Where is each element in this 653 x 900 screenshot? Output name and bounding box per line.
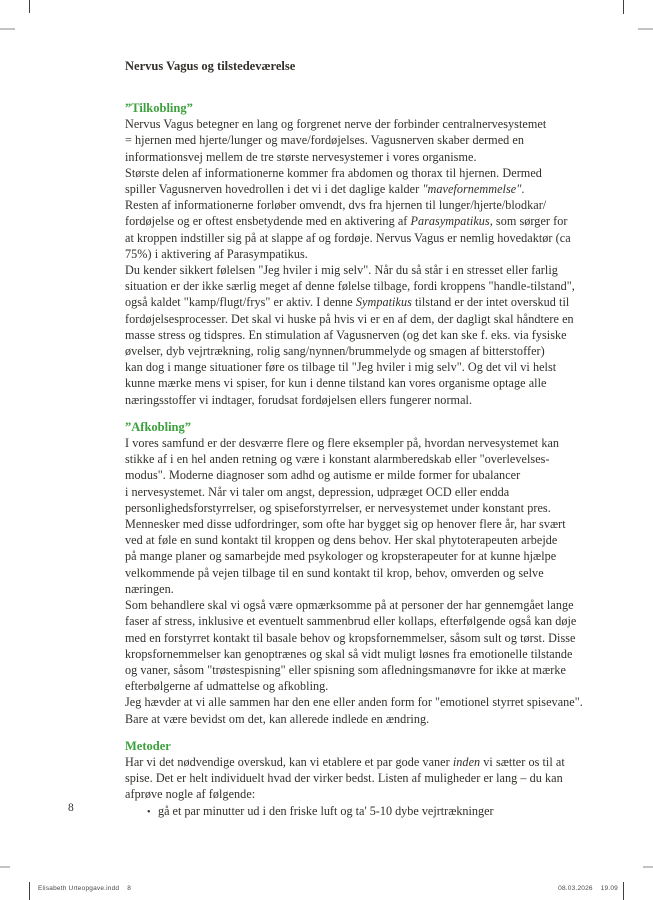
text-segment: og vaner, såsom "trøstespisning" eller spisning som afledningsmanøvre for ikke at mærke — [125, 662, 566, 677]
text-line — [125, 467, 569, 483]
text-segment: faser af stress, inklusive et eventuelt sammenbrud eller kollaps, efterfølgende også kan døje — [125, 614, 577, 629]
text-line — [125, 343, 569, 359]
text-line — [125, 165, 569, 181]
text-line — [125, 132, 569, 148]
text-line — [125, 500, 569, 516]
text-line — [125, 630, 576, 646]
text-segment: Har vi det nødvendige overskud, kan vi etablere et par gode vaner — [125, 754, 453, 769]
text-segment: = hjernen med hjerte/lunger og mave/fordøjelses. Vagusnerven skaber dermed en — [125, 133, 525, 148]
text-segment: afprøve nogle af følgende: — [125, 787, 256, 802]
crop-mark-top-right-horizontal — [638, 28, 653, 30]
section-heading: Metoder — [125, 738, 171, 753]
text-line — [125, 230, 569, 246]
text-line — [125, 532, 569, 548]
text-segment: velkommende på vejen tilbage til en sund kontakt til krop, behov, omverden og selve — [125, 565, 544, 580]
text-segment: Største delen af informationerne kommer fra abdomen og thorax til hjernen. Dermed — [125, 165, 542, 180]
bullet-item — [125, 803, 569, 821]
text-line — [125, 646, 573, 662]
text-segment: med en forstyrret kontakt til basale behov og kropsfornemmelser, såsom sult og tørst. Disse — [125, 630, 576, 645]
text-segment: tilstand er der intet overskud til — [411, 295, 570, 310]
footer-datetime: 08.03.2026 19.09 — [558, 885, 618, 892]
text-line — [125, 181, 569, 197]
bullet-text: gå et par minutter ud i den friske luft og ta' 5-10 dybe vejrtrækninger — [158, 803, 494, 818]
text-segment: kropsfornemmelser kan genoptrænes og skal så vidt muligt løsnes fra emotionelle tilstande — [125, 646, 573, 661]
text-segment: på mange planer og samarbejde med psykologer og kropsterapeuter for at kunne hjælpe — [125, 549, 557, 564]
text-line — [125, 754, 569, 770]
page-number: 8 — [68, 802, 74, 814]
text-line — [125, 116, 569, 132]
section — [125, 100, 575, 408]
text-segment: Mennesker med disse udfordringer, som ofte har bygget sig op henover flere år, har svært — [125, 517, 566, 532]
text-line — [125, 678, 569, 694]
text-line — [125, 770, 569, 786]
crop-mark-top-left-vertical — [29, 0, 30, 13]
text-segment: personlighedsforstyrrelser, og spiseforstyrrelser, er nervesystemet under konstant pres. — [125, 500, 551, 515]
text-segment: masse stress og tidspres. En stimulation af Vagusnerven (og det kan ske f. eks. via fysiske — [125, 327, 567, 342]
crop-mark-top-right-vertical — [623, 0, 624, 14]
text-line — [125, 548, 569, 564]
text-segment: vi sætter os til at — [480, 754, 565, 769]
text-segment: informationsvej mellem de tre største nervesystemer i vores organisme. — [125, 149, 477, 164]
text-segment: kan dog i mange situationer føre os tilbage til "Jeg hviler i mig selv". Og det vil vi helst — [125, 360, 557, 375]
text-segment: Som behandlere skal vi også være opmærksomme på at personer der har gennemgået lange — [125, 598, 574, 613]
emphasized-text: Parasympatikus — [410, 214, 490, 229]
crop-mark-bottom-left-vertical — [29, 882, 30, 900]
text-line — [125, 565, 569, 581]
text-segment: . — [521, 182, 525, 197]
text-line — [125, 786, 569, 802]
text-segment: situation er der ikke særlig meget af denne følelse tilbage, fordi kroppens "handle-tilstand", — [125, 279, 575, 294]
text-segment: 75%) i aktivering af Parasympatikus. — [125, 246, 308, 261]
page-content — [125, 58, 583, 821]
text-line — [125, 711, 569, 727]
text-line — [125, 246, 569, 262]
text-line — [125, 294, 569, 310]
text-segment: Resten af informationerne forløber omvendt, dvs fra hjernen til lunger/hjerte/blodkar/ — [125, 198, 547, 213]
text-line — [125, 597, 574, 613]
text-line — [125, 327, 569, 343]
crop-mark-top-left-horizontal — [0, 28, 15, 30]
text-line — [125, 149, 569, 165]
text-line — [125, 613, 577, 629]
section — [125, 419, 583, 727]
text-segment: modus". Moderne diagnoser som adhd og autisme er milde former for ubalancer — [125, 468, 521, 483]
article-title: Nervus Vagus og tilstedeværelse — [125, 59, 296, 73]
section-heading: ”Afkobling” — [125, 419, 191, 434]
text-segment: Bare at være bevidst om det, kan allerede indlede en ændring. — [125, 711, 430, 726]
footer-filename: Elisabeth Urteopgave.indd 8 — [38, 885, 132, 892]
text-segment: I vores samfund er der desværre flere og flere eksempler på, hvordan nervesystemet kan — [125, 436, 560, 451]
text-line — [125, 581, 569, 597]
text-segment: Du kender sikkert følelsen "Jeg hviler i mig selv". Når du så står i en stresset eller farlig — [125, 263, 558, 278]
text-segment: næringen. — [125, 581, 174, 596]
text-segment: , som sørger for — [489, 214, 568, 229]
text-line — [125, 262, 569, 278]
text-line — [125, 484, 569, 500]
text-line — [125, 213, 569, 229]
text-line — [125, 359, 569, 375]
text-segment: stikke af i en hel anden retning og være i konstant alarmberedskab eller "overlevelses- — [125, 452, 550, 467]
text-segment: Nervus Vagus betegner en lang og forgrenet nerve der forbinder centralnervesystemet — [125, 117, 547, 132]
text-line — [125, 197, 569, 213]
text-line — [125, 278, 575, 294]
section — [125, 738, 569, 821]
bullet-icon: • — [147, 806, 151, 818]
text-line — [125, 694, 583, 710]
text-line — [125, 311, 574, 327]
text-segment: i nervesystemet. Når vi taler om angst, depression, udpræget OCD eller endda — [125, 484, 510, 499]
text-segment: ved at føle en sund kontakt til kroppen og dens behov. Her skal phytoterapeuten arbejde — [125, 533, 558, 548]
crop-mark-bottom-right-vertical — [623, 882, 624, 900]
article-body — [125, 100, 583, 821]
text-line — [125, 375, 569, 391]
section-heading: ”Tilkobling” — [125, 101, 193, 115]
emphasized-text: "mavefornemmelse" — [422, 182, 522, 197]
crop-mark-bottom-left-horizontal — [0, 866, 10, 868]
text-line — [125, 662, 569, 678]
text-segment: fordøjelsesprocesser. Det skal vi huske på hvis vi er en af dem, der dagligt skal håndtere en — [125, 311, 574, 326]
text-line — [125, 435, 569, 451]
text-segment: også kaldet "kamp/flugt/frys" er aktiv. I denne — [125, 295, 356, 310]
text-segment: fordøjelse og er oftest ensbetydende med en aktivering af — [125, 214, 411, 229]
text-segment: næringsstoffer vi indtager, forudsat fordøjelsen ellers fungerer normal. — [125, 392, 473, 407]
text-line — [125, 392, 569, 408]
emphasized-text: Sympatikus — [355, 295, 412, 310]
text-segment: spise. Det er helt individuelt hvad der virker bedst. Listen af muligheder er lang – du kan — [125, 771, 563, 786]
text-segment: kunne mærke mens vi spiser, for kun i denne tilstand kan vores organisme optage alle — [125, 376, 547, 391]
text-segment: øvelser, dyb vejrtrækning, rolig sang/nynnen/brummelyde og smagen af bitterstoffer) — [125, 344, 545, 359]
text-segment: at kroppen indstiller sig på at slappe af og fordøje. Nervus Vagus er nemlig hovedaktør (ca — [125, 230, 571, 245]
text-segment: spiller Vagusnerven hovedrollen i det vi i det daglige kalder — [125, 182, 423, 197]
text-segment: Jeg hævder at vi alle sammen har den ene eller anden form for "emotionel styrret spisevane". — [125, 695, 583, 710]
text-line — [125, 451, 569, 467]
emphasized-text: inden — [452, 754, 481, 769]
text-segment: efterbølgerne af udmattelse og afkobling. — [125, 679, 329, 694]
text-line — [125, 516, 569, 532]
crop-mark-bottom-right-horizontal — [643, 866, 653, 868]
